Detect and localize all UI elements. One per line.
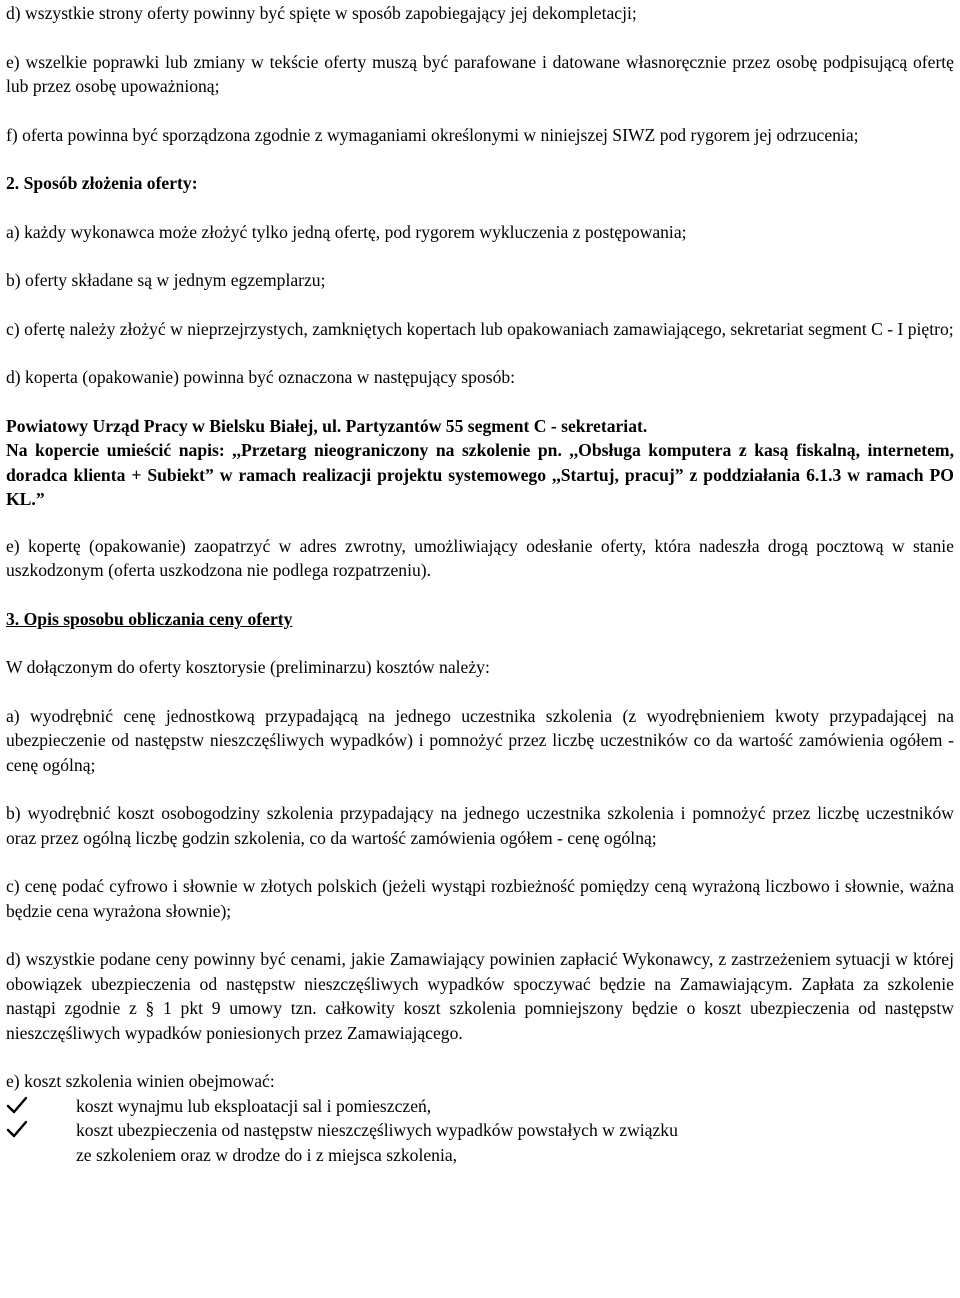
section-2-heading: 2. Sposób złożenia oferty:	[6, 173, 198, 193]
section-3-item-d: d) wszystkie podane ceny powinny być cenami, jakie Zamawiający powinien zapłacić Wykonawcy, z zastrzeżeniem sytuacji w której obowiązek ubezpieczenia od następstw nieszczęśliwych wypadków spoczywać będzie na Zamawiającym. Zapłata za szkolenie nastąpi zgodnie z § 1 pkt 9 umowy tzn. całkowity koszt szkolenia pomniejszony będzie o koszt ubezpieczenia od następstw nieszczęśliwych wypadków poniesionych przez Zamawiającego.	[6, 949, 954, 1043]
checkmark-icon	[6, 1118, 30, 1142]
checklist-item	[6, 1118, 954, 1143]
item-e-corrections: e) wszelkie poprawki lub zmiany w tekście oferty muszą być parafowane i datowane własnoręcznie przez osobę podpisującą ofertę lub przez osobę upoważnioną;	[6, 51, 954, 96]
envelope-label: Na kopercie umieścić napis: ,,Przetarg nieograniczony na szkolenie pn. ,,Obsługa komputera z kasą fiskalną, internetem, doradca klienta + Subiekt” w ramach realizacji projektu systemowego ,,Startuj, pracuj” z poddziałania 6.1.3 w ramach PO KL.”	[6, 440, 954, 509]
checkmark-icon	[6, 1094, 30, 1118]
checklist-item-text: koszt wynajmu lub eksploatacji sal i pomieszczeń,	[76, 1095, 432, 1116]
checklist-item-text: koszt ubezpieczenia od następstw nieszczęśliwych wypadków powstałych w związku	[76, 1120, 678, 1140]
section-3-item-a: a) wyodrębnić cenę jednostkową przypadającą na jednego uczestnika szkolenia (z wyodrębnieniem kwoty przypadającej na ubezpieczenie od następstw nieszczęśliwych wypadków) i pomnożyć przez liczbę uczestników co da wartość zamówienia ogółem - cenę ogólną;	[6, 705, 954, 775]
section-2-item-c: c) ofertę należy złożyć w nieprzejrzystych, zamkniętych kopertach lub opakowaniach zamawiającego, sekretariat segment C - I piętro;	[6, 318, 954, 339]
checklist-continuation	[6, 1143, 954, 1168]
address-line: Powiatowy Urząd Pracy w Bielsku Białej, ul. Partyzantów 55 segment C - sekretariat.	[6, 415, 648, 436]
checklist-item	[6, 1094, 954, 1119]
cost-checklist	[6, 1094, 954, 1168]
section-2-item-e: e) kopertę (opakowanie) zaopatrzyć w adres zwrotny, umożliwiający odesłanie oferty, która nadeszła drogą pocztową w stanie uszkodzonym (oferta uszkodzona nie podlega rozpatrzeniu).	[6, 535, 954, 580]
section-3-item-e: e) koszt szkolenia winien obejmować:	[6, 1071, 275, 1091]
item-f-compliance: f) oferta powinna być sporządzona zgodnie z wymaganiami określonymi w niniejszej SIWZ pod rygorem jej odrzucenia;	[6, 124, 859, 145]
section-3-item-c: c) cenę podać cyfrowo i słownie w złotych polskich (jeżeli wystąpi rozbieżność pomiędzy ceną wyrażoną liczbowo i słownie, ważna będzie cena wyrażona słownie);	[6, 876, 954, 921]
checklist-continuation-text: ze szkoleniem oraz w drodze do i z miejsca szkolenia,	[76, 1144, 458, 1165]
section-3-item-b: b) wyodrębnić koszt osobogodziny szkolenia przypadający na jednego uczestnika szkolenia i pomnożyć przez liczbę uczestników oraz przez ogólną liczbę godzin szkolenia, co da wartość zamówienia ogółem - cenę ogólną;	[6, 803, 954, 848]
item-d-staple: d) wszystkie strony oferty powinny być spięte w sposób zapobiegający jej dekompletacji;	[6, 3, 637, 23]
section-2-item-b: b) oferty składane są w jednym egzemplarzu;	[6, 270, 326, 290]
section-2-item-a: a) każdy wykonawca może złożyć tylko jedną ofertę, pod rygorem wykluczenia z postępowania;	[6, 221, 687, 242]
section-3-heading-text: 3. Opis sposobu obliczania ceny oferty	[6, 608, 293, 629]
section-2-item-d: d) koperta (opakowanie) powinna być oznaczona w następujący sposób:	[6, 367, 516, 387]
section-3-intro: W dołączonym do oferty kosztorysie (preliminarzu) kosztów należy:	[6, 657, 490, 677]
section-3-heading	[6, 607, 954, 632]
